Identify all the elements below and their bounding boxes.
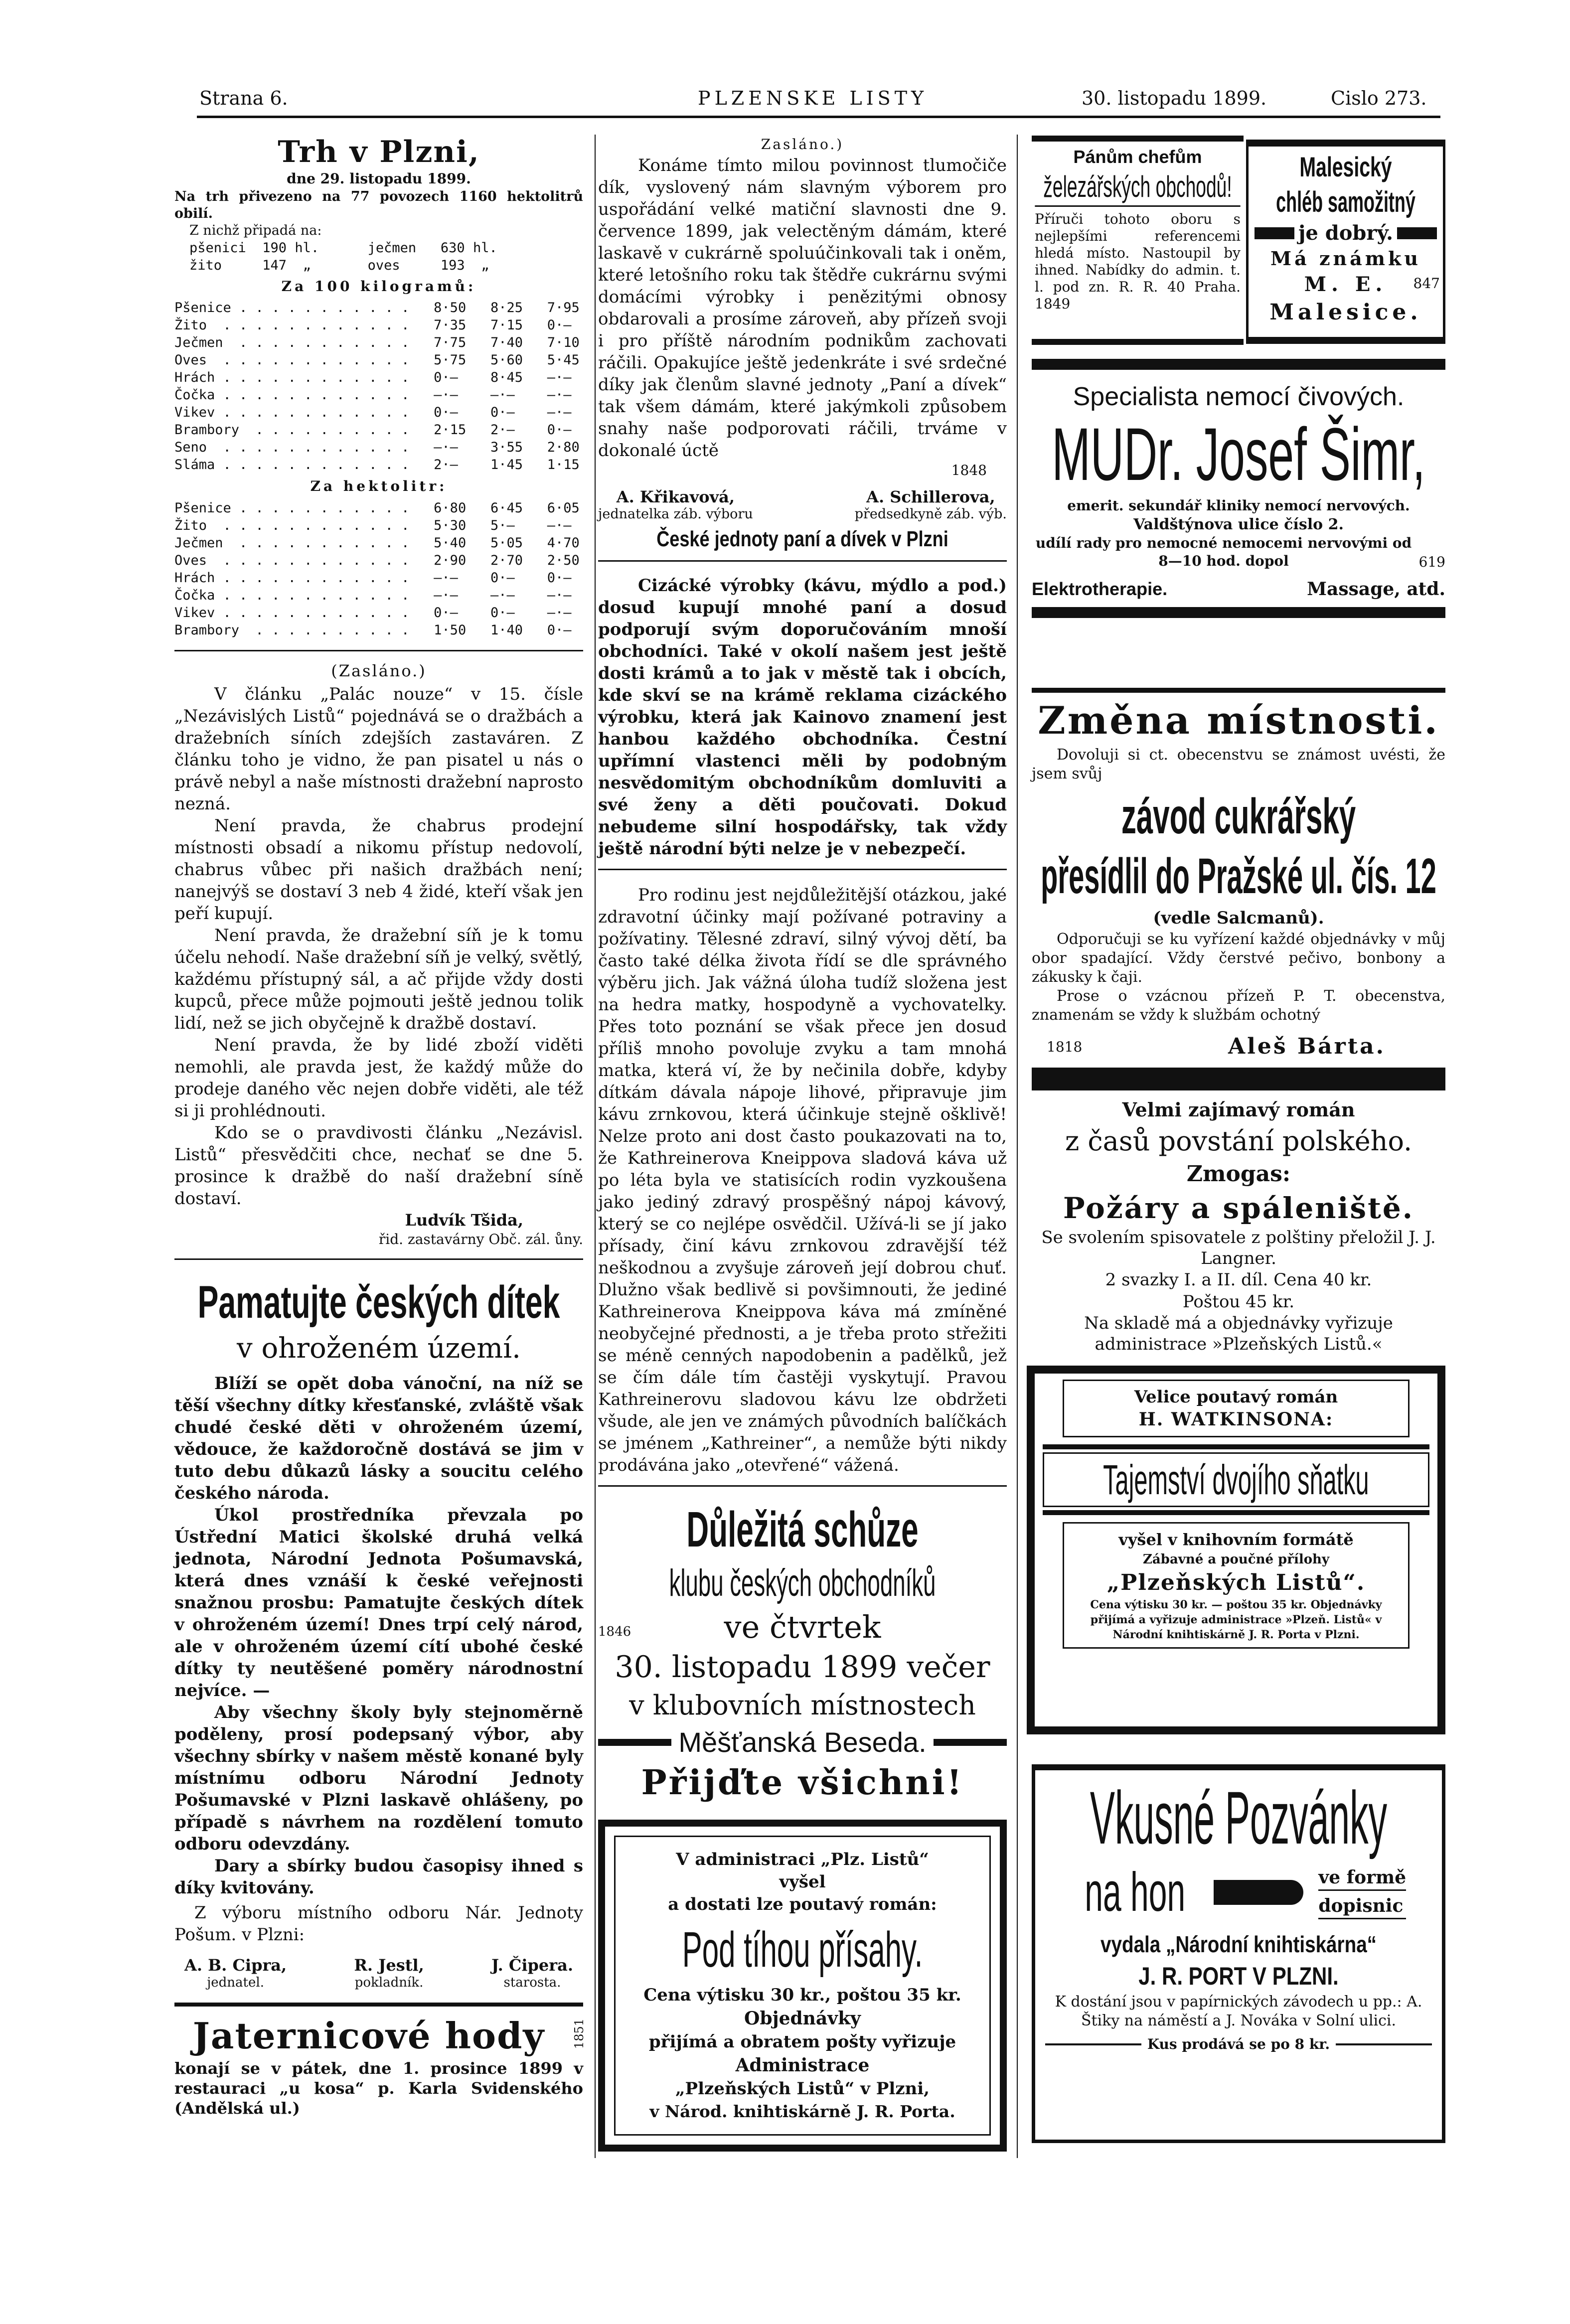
tihou-admin3: v Národ. knihtiskárně J. R. Porta. bbox=[649, 2102, 955, 2121]
zmena-line1: závod cukrářský bbox=[1121, 788, 1356, 844]
market-date: dne 29. listopadu 1899. bbox=[287, 170, 471, 187]
simr-line2: emerit. sekundář kliniky nemocí nervových. bbox=[1067, 497, 1410, 514]
signer-role: jednatel. bbox=[207, 1975, 264, 1990]
market-totals-row: žito 147 „ oves 193 „ bbox=[189, 258, 489, 273]
malesicky-ad bbox=[1246, 140, 1445, 344]
roman-line7: Poštou 45 kr. bbox=[1182, 1292, 1295, 1312]
malesicky-line6: Malesice. bbox=[1269, 300, 1422, 325]
simr-code: 619 bbox=[1418, 554, 1445, 570]
tajemstvi-ad bbox=[1027, 1366, 1445, 1734]
price-row: Čočka . . . . . . . . . . . . —·— —·— —·— bbox=[174, 387, 572, 403]
schuze-besedа-row bbox=[598, 1724, 1007, 1761]
tihou-title: Pod tíhou přísahy. bbox=[682, 1922, 923, 1978]
signer-role: starosta. bbox=[503, 1975, 561, 1990]
price-row: Ječmen . . . . . . . . . . . 5·40 5·05 4·70 bbox=[174, 535, 580, 551]
per-kg-heading: Za 100 kilogramů: bbox=[281, 278, 476, 295]
signer bbox=[598, 487, 753, 522]
signer bbox=[354, 1956, 424, 1991]
schuze-code: 1846 bbox=[598, 1624, 631, 1639]
pozvanky-line3: dopisnic bbox=[1318, 1894, 1406, 1919]
malesicky-line2: chléb samožitný bbox=[1276, 186, 1415, 218]
zmena-ad bbox=[1032, 688, 1445, 1090]
section-rule bbox=[174, 1258, 583, 1260]
tihou-price: Cena výtisku 30 kr., poštou 35 kr. bbox=[643, 1985, 961, 2005]
zaslano2-text: Konáme tímto milou povinnost tlumočiče dík, vyslovený nám slavným výborem pro uspořádání velké matiční slavnosti dne 9. července 1899, jak velectěným dámám, které laskavě v cukrárně spoluúčinkovali tak i oněm, které letošního roku tak štědře cukrárnu svými domácími výrobky i penězitými obnosy obdarovali a prosíme zároveň, aby přízeň svoji i pro příště národním podnikům zachovati ráčili. Opakujíce ještě jedenkráte i své srdečné díky jak členům slavné jednoty „Paní a dívek“ tak všem dámám, které jakýmkoli způsobem snahy naše podporovati ráčili, trváme v dokonalé úctě bbox=[598, 155, 1007, 461]
price-row: Vikev . . . . . . . . . . . . 0·— 0·— —·— bbox=[174, 605, 572, 620]
kathreiner-text: Pro rodinu jest nejdůležitější otázkou, jaké zdravotní účinky mají požívané potraviny a požívatiny. Tělesné zdraví, silný vývoj dětí, ba často také délka života řídí se dle správného výběru jich. Jak vážná úloha tudíž složena jest na hedra matky, hospodyně a vychovatelky. Přes toto poznání se však přece jen dosud příliš mnoho povoluje zvyku a tam mnohá matka, která ví, že by nečinila dobře, kdyby dítkám dávala nápoje lihové, připravuje jim kávu zrnkovou, která účinkuje stejně ošklivě! Nelze proto ani dost často poukazovati na to, že Kathreinerova Kneippova sladová káva už po léta byla ve statisících rodin vyzkoušena jako jediný zdravý prospěšný nápoj kávový, který se co nejlépe osvědčil. Užívá-li se jí jako přísady, činí kávu zrnkovou zdravější též neškodnou a zvyšuje zároveň její dobrou chuť. Dlužno však bedlivě si povšimnouti, že jediné Kathreinerova Kneippova káva má zmíněné neobyčejné přednosti, a je třeba proto střežiti se méně cenných napodobenin a padělků, jež se čím dále tím častěji vyskytují. Pravou Kathreinerovu sladovou kávu lze obdržeti všude, ale jen ve známých původních balíčkách se jménem „Kathreiner“, a nemůže býti nikdy prodávána jako „otevřené“ vážená. bbox=[598, 885, 1007, 1475]
decorative-bar bbox=[1043, 1510, 1429, 1515]
market-intro: Na trh přivezeno na 77 povozech 1160 hektolitrů obilí. bbox=[174, 189, 583, 221]
jaternicove-ad bbox=[174, 2014, 586, 2118]
zaslano-signature: Ludvík Tšida, bbox=[405, 1211, 523, 1230]
decorative-bar bbox=[934, 1739, 1007, 1746]
issue-number: Cislo 273. bbox=[1331, 87, 1427, 109]
roman-line5: Se svolením spisovatele z polštiny přeložil J. J. Langner. bbox=[1041, 1228, 1436, 1268]
page-header bbox=[199, 87, 1425, 117]
price-row: Brambory . . . . . . . . . . 1·50 1·40 0·— bbox=[174, 622, 572, 638]
zaslano2-code: 1848 bbox=[951, 462, 987, 478]
pozvanky-line2: ve formě bbox=[1318, 1865, 1406, 1891]
schuze-title: Důležitá schůze bbox=[686, 1502, 919, 1557]
zmena-line3: (vedle Salcmanů). bbox=[1153, 908, 1324, 928]
pamatujte-paragraph: Úkol prostředníka převzala po Ústřední Matici školské druhá velká jednota, Národní Jednota Pošumavská, která dnes vznáší k české veřejnosti snažnou prosbu: Pamatujte českých dítek v ohroženém území! Dnes trpí celý národ, ale v ohroženém území cítí ubohé české dítky ty neutěšené poměry národnostní nejvíce. — bbox=[174, 1505, 583, 1701]
per-hl-heading: Za hektolitr: bbox=[310, 478, 448, 494]
tajemstvi-title-box bbox=[1043, 1452, 1429, 1507]
masthead-title: PLZENSKE LISTY bbox=[698, 87, 928, 109]
zaslano2-heading: Zasláno.) bbox=[761, 136, 844, 153]
signer-role: pokladník. bbox=[354, 1975, 424, 1990]
roman-line1: Velmi zajímavý román bbox=[1122, 1098, 1355, 1121]
price-row: Oves . . . . . . . . . . . . 2·90 2·70 2·50 bbox=[174, 553, 580, 568]
signer bbox=[184, 1956, 287, 1991]
price-row: Hrách . . . . . . . . . . . . 0·— 8·45 —·— bbox=[174, 370, 572, 385]
decorative-bar bbox=[598, 1739, 671, 1746]
signer-role: předsedkyně záb. výb. bbox=[854, 506, 1007, 522]
schuze-ad bbox=[598, 1500, 1007, 1805]
page-number: Strana 6. bbox=[199, 87, 288, 109]
roman-ad bbox=[1032, 1096, 1445, 1355]
zaslano-paragraph: Není pravda, že by lidé zboží viděti nemohli, ale pravda jest, že každý může do prodeje daného věc nejen dobře viděti, ale též si ji prohlédnouti. bbox=[174, 1035, 583, 1121]
signer bbox=[855, 487, 1007, 522]
zaslano-paragraph: Není pravda, že chabrus prodejní místnosti obsadí a nikomu přístup nedovolí, chabrus vůbec při našich dražbách není; nanejvýš se dostaví 3 neb 4 židé, kteří však jen peří kupují. bbox=[174, 816, 583, 924]
price-row: Hrách . . . . . . . . . . . . —·— 0·— 0·— bbox=[174, 570, 572, 586]
pamatujte-paragraph: Blíží se opět doba vánoční, na níž se těší všechny dítky křesťanské, zvláště však chudé české děti v ohroženém území, vědouce, že každoročně dostává se jim v tuto debu důkazů lásky a soucitu celého českého národa. bbox=[174, 1374, 583, 1503]
pointing-hand-icon bbox=[1397, 227, 1437, 239]
jaternicove-title: Jaternicové hody bbox=[192, 2014, 545, 2057]
malesicky-line5: M. E. bbox=[1304, 273, 1388, 296]
tajemstvi-line3: vyšel v knihovním formátě bbox=[1118, 1530, 1354, 1549]
decorative-bar bbox=[1336, 2043, 1432, 2045]
column-left bbox=[174, 135, 586, 2118]
tihou-line2: vyšel bbox=[779, 1872, 826, 1892]
decorative-bar bbox=[1032, 359, 1445, 370]
pozvanky-line4: vydala „Národní knihtiskárna“ bbox=[1100, 1931, 1377, 1957]
zmena-name: Aleš Bárta. bbox=[1228, 1034, 1386, 1059]
price-row: Vikev . . . . . . . . . . . . 0·— 0·— —·— bbox=[174, 405, 572, 420]
pamatujte-committee: Z výboru místního odboru Nár. Jednoty Pošum. v Plzni: bbox=[174, 1903, 583, 1945]
section-rule bbox=[598, 560, 1007, 562]
roman-line6: 2 svazky I. a II. díl. Cena 40 kr. bbox=[1105, 1270, 1372, 1290]
tihou-admin2: „Plzeňských Listů“ v Plzni, bbox=[675, 2079, 930, 2099]
tihou-inner bbox=[614, 1836, 991, 2136]
tajemstvi-line1: Velice poutavý román bbox=[1134, 1387, 1338, 1407]
zmena-title: Změna místnosti. bbox=[1038, 698, 1439, 743]
per-hl-table bbox=[174, 499, 583, 639]
malesicky-line1: Malesický bbox=[1299, 151, 1392, 182]
tajemstvi-line4: Zábavné a poučné přílohy bbox=[1142, 1552, 1330, 1567]
decorative-bar bbox=[1032, 607, 1445, 618]
schuze-line3: 30. listopadu 1899 večer bbox=[615, 1650, 990, 1685]
section-rule-thick bbox=[174, 2003, 583, 2007]
schuze-line5: Měšťanská Beseda. bbox=[678, 1726, 927, 1758]
zaslano-paragraph: Není pravda, že dražební síň je k tomu účelu nehodí. Naše dražební síň je velký, světlý, každému přístupný sál, a ač přijde vždy dosti kupců, přece může pojmouti ještě jednou tolik lidí, než se jich obyčejně k dražbě dostaví. bbox=[174, 926, 583, 1033]
panum-text: Příruči tohoto oboru s nejlepšími referencemi hledá místo. Nastoupil by ihned. Nabídky do admin. t. l. pod zn. R. R. 40 Praha. 1849 bbox=[1035, 211, 1241, 312]
schuze-line6: Přijďte všichni! bbox=[641, 1763, 964, 1803]
decorative-bar bbox=[1045, 2043, 1141, 2045]
decorative-bar bbox=[1032, 688, 1445, 693]
signer-name: R. Jestl, bbox=[354, 1956, 424, 1975]
tajemstvi-line5: „Plzeňských Listů“. bbox=[1106, 1570, 1366, 1595]
pozvanky-row bbox=[1035, 1860, 1442, 1925]
issue-date: 30. listopadu 1899. bbox=[1082, 87, 1267, 109]
price-row: Seno . . . . . . . . . . . . —·— 3·55 2·80 bbox=[174, 440, 580, 455]
column-divider-1 bbox=[595, 135, 596, 2158]
pozvanky-text: K dostání jsou v papírnických závodech u pp.: A. Štiky na náměstí a J. Nováka v Solní ulici. bbox=[1055, 1993, 1422, 2029]
schuze-line1: klubu českých obchodníků bbox=[669, 1562, 936, 1604]
zaslano2-org: České jednoty paní a dívek v Plzni bbox=[656, 527, 948, 551]
simr-name: MUDr. Josef Šimr, bbox=[1052, 412, 1425, 496]
jaternicove-text: konají se v pátek, dne 1. prosince 1899 v restauraci „u kosa“ p. Karla Svidenského (Andělská ul.) bbox=[174, 2059, 583, 2118]
malesicky-line3: je dobrý. bbox=[1298, 221, 1394, 245]
zaslano-paragraph: Kdo se o pravdivosti článku „Nezávisl. Listů“ přesvědčiti chce, nechať se dne 5. prosince k dražbě do naší dražební síně dostaví. bbox=[174, 1123, 583, 1209]
price-row: Čočka . . . . . . . . . . . . —·— —·— —·— bbox=[174, 588, 572, 603]
price-row: Ječmen . . . . . . . . . . . 7·75 7·40 7·10 bbox=[174, 335, 580, 350]
price-row: Pšenice . . . . . . . . . . . 6·80 6·45 6·05 bbox=[174, 500, 580, 516]
zaslano-heading: (Zasláno.) bbox=[331, 661, 427, 680]
panum-line1: Pánům chefům bbox=[1073, 147, 1202, 167]
pozvanky-format bbox=[1318, 1865, 1406, 1919]
zaslano-paragraph: V článku „Palác nouze“ v 15. čísle „Nezávislých Listů“ pojednává se o dražbách a dražebních síních zdejších zastaváren. Z článku toho je vidno, že pan pisatel u nás o právě nebyl a naše místnosti dražební naprosto nezná. bbox=[174, 684, 583, 814]
price-row: Sláma . . . . . . . . . . . . 2·— 1·45 1·15 bbox=[174, 457, 580, 472]
simr-right: Massage, atd. bbox=[1307, 579, 1445, 600]
pamatujte-paragraph: Dary a sbírky budou časopisy ihned s díky kvitovány. bbox=[174, 1856, 583, 1898]
zmena-text: Odporučuji se ku vyřízení každé objednávky v můj obor spadající. Vždy čerstvé pečivo, bonbony a zákusky k čaji. bbox=[1032, 930, 1445, 986]
roman-line3: Zmogas: bbox=[1186, 1161, 1291, 1187]
market-totals bbox=[189, 239, 583, 274]
schuze-line4: v klubovních místnostech bbox=[629, 1690, 976, 1721]
panum-line2: železářských obchodů! bbox=[1035, 168, 1240, 207]
pamatujte-subtitle: v ohroženém území. bbox=[237, 1332, 521, 1365]
decorative-bar bbox=[1032, 1068, 1445, 1090]
pozvanky-price-row bbox=[1035, 2035, 1442, 2053]
tihou-admin: Administrace bbox=[735, 2055, 870, 2076]
simr-line3: Valdštýnova ulice číslo 2. bbox=[1133, 516, 1344, 533]
zaslano-signature-role: řid. zastavárny Obč. zál. ůny. bbox=[378, 1231, 583, 1247]
zmena-code: 1818 bbox=[1047, 1038, 1083, 1055]
cizacke-text: Cizácké výrobky (kávu, mýdlo a pod.) dosud kupují mnohé paní a dosud podporují svým doporučováním mnoší obchodníci. Také v okolí našem jest ještě dosti krámů a to jak v městě tak i obcích, kde skví se na krámě reklama cizáckého výrobku, která jak Kainovo znamení jest hanbou každého obchodníka. Čestní upřímní vlastenci měli by podobným nesvědomitým obchodníkům domluviti a své ženy a děti poučovati. Dokud nebudeme silní hospodářsky, tak vždy ještě národní býti nelze je v nebezpečí. bbox=[598, 576, 1007, 859]
section-rule bbox=[598, 1485, 1007, 1487]
price-row: Žito . . . . . . . . . . . . 7·35 7·15 0·— bbox=[174, 317, 572, 333]
malesicky-code: 847 bbox=[1413, 275, 1440, 292]
tajemstvi-title: Tajemství dvojího sňatku bbox=[1103, 1456, 1369, 1503]
signer-name: J. Čipera. bbox=[491, 1956, 573, 1975]
pozvanky-line1: na hon bbox=[1085, 1861, 1186, 1923]
per-kg-table bbox=[174, 299, 583, 473]
zaslano2-signers bbox=[598, 487, 1007, 522]
simr-rules bbox=[1032, 534, 1445, 570]
market-of-which: Z nichž připadá na: bbox=[189, 223, 322, 238]
zmena-signature-row bbox=[1032, 1033, 1445, 1061]
zmena-intro: Dovoluji si ct. obecenstvu se známost uvésti, že jsem svůj bbox=[1032, 746, 1445, 782]
price-row: Brambory . . . . . . . . . . 2·15 2·— 0·— bbox=[174, 422, 572, 438]
decorative-bar bbox=[1043, 1444, 1429, 1449]
pamatujte-signers bbox=[174, 1956, 583, 1991]
price-row: Žito . . . . . . . . . . . . 5·30 5·— —·— bbox=[174, 518, 572, 533]
tajemstvi-line6: Cena výtisku 30 kr. — poštou 35 kr. Objednávky přijímá a vyřizuje administrace »Plzeň. Listů« v Národní knihtiskárně J. R. Porta v Plzni. bbox=[1090, 1598, 1382, 1641]
pozvanky-price: Kus prodává se po 8 kr. bbox=[1147, 2036, 1330, 2052]
tihou-orders2: přijímá a obratem pošty vyřizuje bbox=[648, 2032, 956, 2052]
pointing-hand-icon bbox=[1214, 1880, 1303, 1905]
section-rule bbox=[174, 650, 583, 651]
pamatujte-title: Pamatujte českých dítek bbox=[197, 1277, 560, 1328]
section-rule bbox=[598, 869, 1007, 870]
tajemstvi-line2: H. WATKINSONA: bbox=[1138, 1409, 1334, 1430]
zmena-line2: přesídlil do Pražské ul. čís. 12 bbox=[1041, 848, 1436, 904]
tihou-ad bbox=[598, 1820, 1007, 2152]
signer-role: jednatelka záb. výboru bbox=[598, 506, 753, 522]
roman-line2: z časů povstání polského. bbox=[1065, 1125, 1413, 1157]
signer-name: A. Schillerova, bbox=[866, 487, 995, 506]
signer-name: A. Křikavová, bbox=[616, 487, 735, 506]
pozvanky-line5: J. R. PORT V PLZNI. bbox=[1138, 1962, 1339, 1990]
simr-line1: Specialista nemocí čivových. bbox=[1073, 382, 1405, 411]
price-row: Pšenice . . . . . . . . . . . 8·50 8·25 7·95 bbox=[174, 300, 580, 315]
column-middle bbox=[598, 135, 1007, 2152]
pozvanky-ad bbox=[1032, 1764, 1445, 2143]
pointing-hand-icon bbox=[1255, 227, 1294, 239]
tihou-line1: V administraci „Plz. Listů“ bbox=[676, 1850, 929, 1869]
tihou-orders: Objednávky bbox=[744, 2008, 861, 2029]
simr-ad bbox=[1032, 359, 1445, 618]
jaternicove-code: 1851 bbox=[572, 2018, 586, 2049]
market-totals-row: pšenici 190 hl. ječmen 630 hl. bbox=[189, 240, 497, 256]
market-title: Trh v Plzni, bbox=[278, 135, 480, 169]
simr-line4: udílí rady pro nemocné nemocemi nervovými od 8—10 hod. dopol bbox=[1035, 535, 1412, 569]
simr-services bbox=[1032, 577, 1445, 601]
malesicky-line4: Má známku bbox=[1270, 247, 1421, 270]
zmena-text2: Prose o vzácnou přízeň P. T. obecenstva, znamenám se vždy k službám ochotný bbox=[1032, 987, 1445, 1024]
malesicky-row bbox=[1249, 220, 1443, 246]
tajemstvi-top bbox=[1063, 1380, 1410, 1437]
tajemstvi-bottom bbox=[1063, 1522, 1410, 1649]
price-row: Oves . . . . . . . . . . . . 5·75 5·60 5·45 bbox=[174, 352, 580, 368]
header-rule bbox=[197, 116, 1440, 118]
signer-name: A. B. Cipra, bbox=[184, 1956, 287, 1975]
tihou-line3: a dostati lze poutavý román: bbox=[668, 1894, 937, 1914]
pamatujte-paragraph: Aby všechny školy byly stejnoměrně poděleny, prosí podepsaný výbor, aby všechny sbírky v našem městě konané byly místnímu odboru Národní Jednoty Pošumavské v Plzni laskavě ohlášeny, po případě s návrhem na rozdělení tomuto odboru odevzdány. bbox=[174, 1703, 583, 1854]
malesicky-mark-row bbox=[1249, 271, 1443, 298]
roman-line4: Požáry a spáleniště. bbox=[1063, 1191, 1414, 1225]
roman-line8: Na skladě má a objednávky vyřizuje administrace »Plzeňských Listů.« bbox=[1084, 1313, 1393, 1354]
pozvanky-title: Vkusné Pozvánky bbox=[1090, 1776, 1388, 1859]
simr-left: Elektrotherapie. bbox=[1032, 579, 1168, 599]
schuze-line2: ve čtvrtek bbox=[724, 1609, 881, 1645]
panum-ad bbox=[1032, 136, 1244, 345]
signer bbox=[491, 1956, 573, 1991]
